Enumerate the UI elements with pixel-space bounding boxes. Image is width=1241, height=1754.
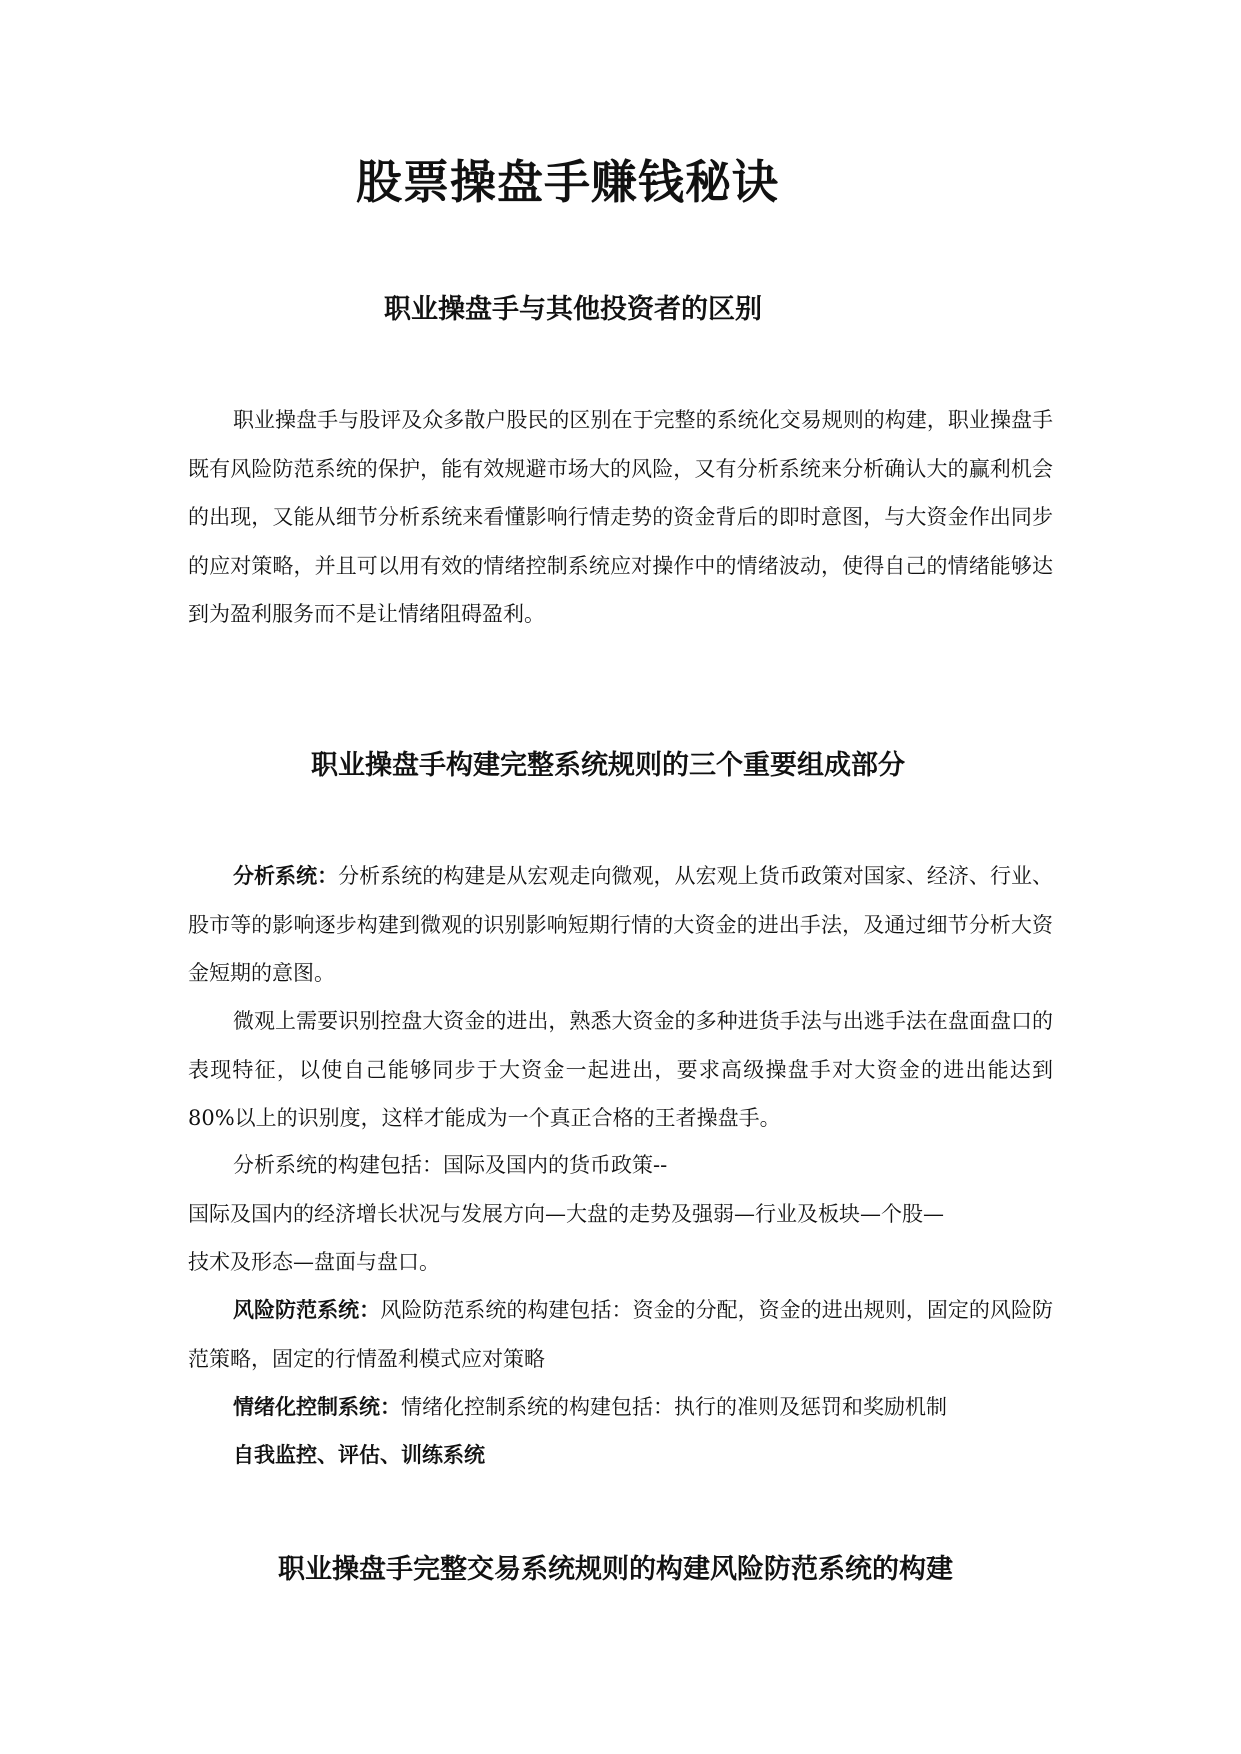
paragraph-risk-system bbox=[188, 1286, 1053, 1383]
emotion-system-text: 情绪化控制系统的构建包括：执行的准则及惩罚和奖励机制 bbox=[401, 1395, 947, 1419]
section-heading-three-components: 职业操盘手构建完整系统规则的三个重要组成部分 bbox=[311, 750, 905, 781]
section-heading-differences: 职业操盘手与其他投资者的区别 bbox=[384, 294, 762, 325]
paragraph-differences: 职业操盘手与股评及众多散户股民的区别在于完整的系统化交易规则的构建，职业操盘手既有风险防范系统的保护，能有效规避市场大的风险，又有分析系统来分析确认大的赢利机会的出现，又能从细节分析系统来看懂影响行情走势的资金背后的即时意图，与大资金作出同步的应对策略，并且可以用有效的情绪控制系统应对操作中的情绪波动，使得自己的情绪能够达到为盈利服务而不是让情绪阻碍盈利。 bbox=[188, 408, 1053, 626]
paragraph-analysis-system bbox=[188, 852, 1053, 998]
analysis-includes-line-2: 国际及国内的经济增长状况与发展方向—大盘的走势及强弱—行业及板块—个股— bbox=[188, 1202, 944, 1226]
risk-system-text: 风险防范系统的构建包括：资金的分配，资金的进出规则，固定的风险防范策略，固定的行情盈利模式应对策略 bbox=[188, 1298, 1054, 1371]
paragraph-emotion-system bbox=[233, 1383, 947, 1432]
document-title: 股票操盘手赚钱秘诀 bbox=[356, 155, 779, 209]
self-monitor-system-label: 自我监控、评估、训练系统 bbox=[233, 1442, 485, 1467]
analysis-system-label: 分析系统： bbox=[233, 863, 339, 888]
section-heading-risk-construction: 职业操盘手完整交易系统规则的构建风险防范系统的构建 bbox=[278, 1554, 953, 1585]
analysis-includes-line-1: 分析系统的构建包括：国际及国内的货币政策-- bbox=[233, 1153, 668, 1177]
analysis-includes-line-3: 技术及形态—盘面与盘口。 bbox=[188, 1250, 440, 1274]
risk-system-label: 风险防范系统： bbox=[233, 1297, 381, 1322]
analysis-system-text: 分析系统的构建是从宏观走向微观，从宏观上货币政策对国家、经济、行业、股市等的影响逐步构建到微观的识别影响短期行情的大资金的进出手法，及通过细节分析大资金短期的意图。 bbox=[188, 864, 1054, 985]
paragraph-micro-analysis: 微观上需要识别控盘大资金的进出，熟悉大资金的多种进货手法与出逃手法在盘面盘口的表现特征，以使自己能够同步于大资金一起进出，要求高级操盘手对大资金的进出能达到80%以上的识别度，这样才能成为一个真正合格的王者操盘手。 bbox=[188, 1009, 1053, 1130]
emotion-system-label: 情绪化控制系统： bbox=[233, 1394, 401, 1419]
